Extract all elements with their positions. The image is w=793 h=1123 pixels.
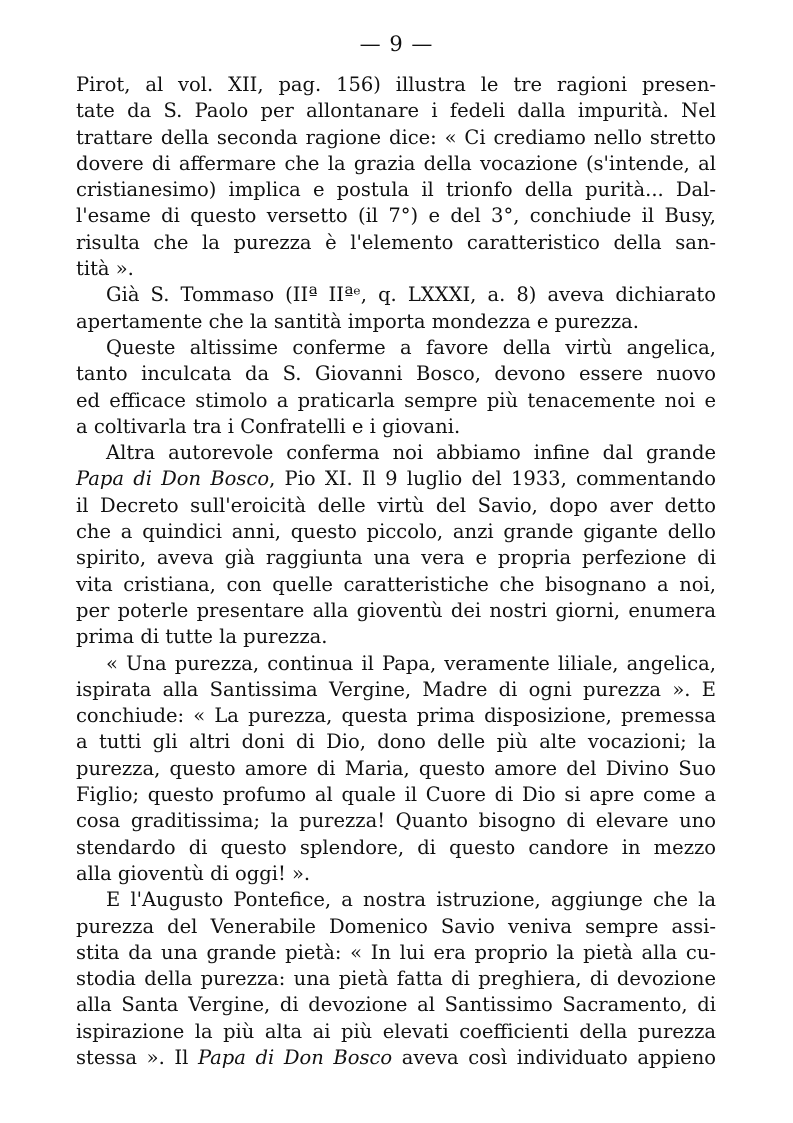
text-line: stodia della purezza: una pietà fatta di preghiera, di devozione [76,967,716,991]
text-line: a tutti gli altri doni di Dio, dono delle più alte vocazioni; la [76,730,716,754]
text-line: che a quindici anni, questo piccolo, anzi grande gigante dello [76,520,716,544]
text-segment: aveva così individuato appieno [392,1045,717,1069]
text-line: cristianesimo) implica e postula il trionfo della purità... Dal- [76,178,716,202]
text-line: alla Santa Vergine, di devozione al Santissimo Sacramento, di [76,993,716,1017]
text-line: il Decreto sull'eroicità delle virtù del Savio, dopo aver detto [76,493,716,517]
text-line: purezza, questo amore di Maria, questo amore del Divino Suo [76,756,716,780]
text-line: purezza del Venerabile Domenico Savio veniva sempre assi- [76,914,716,938]
text-line: a coltivarla tra i Confratelli e i giovani. [76,414,461,438]
text-line: tate da S. Paolo per allontanare i fedeli dalla impurità. Nel [76,99,716,123]
text-line: per poterle presentare alla gioventù dei nostri giorni, enumera [76,598,716,622]
text-segment: stessa ». Il [76,1045,198,1069]
text-line: tanto inculcata da S. Giovanni Bosco, devono essere nuovo [76,362,716,386]
text-line: spirito, aveva già raggiunta una vera e propria perfezione di [76,546,716,570]
text-line: ed efficace stimolo a praticarla sempre più tenacemente noi e [76,388,716,412]
text-segment: , Pio XI. Il 9 luglio del 1933, commentando [269,467,716,491]
italic-phrase: Papa di Don Bosco [197,1045,393,1069]
text-line: ispirazione la più alta ai più elevati coefficienti della purezza [76,1019,716,1043]
text-line [76,466,716,492]
body-text [76,72,716,1071]
text-line: cosa graditissima; la purezza! Quanto bisogno di elevare uno [76,809,716,833]
text-line: stendardo di questo splendore, di questo candore in mezzo [76,835,716,859]
text-line: l'esame di questo versetto (il 7°) e del 3°, conchiude il Busy, [76,204,716,228]
text-line: trattare della seconda ragione dice: « Ci crediamo nello stretto [76,125,716,149]
text-line: E l'Augusto Pontefice, a nostra istruzione, aggiunge che la [106,888,716,912]
text-line: prima di tutte la purezza. [76,625,328,649]
text-line: dovere di affermare che la grazia della vocazione (s'intende, al [76,151,716,175]
page-number: — 9 — [359,32,434,56]
text-line [76,1045,716,1071]
text-line: tità ». [76,257,134,281]
italic-phrase: Papa di Don Bosco [76,467,270,491]
text-line: apertamente che la santità importa mondezza e purezza. [76,309,639,333]
text-line: ispirata alla Santissima Vergine, Madre di ogni purezza ». E [76,677,716,701]
text-line: Queste altissime conferme a favore della virtù angelica, [106,335,716,359]
text-line: vita cristiana, con quelle caratteristiche che bisognano a noi, [76,572,716,596]
text-line: stita da una grande pietà: « In lui era proprio la pietà alla cu- [76,940,716,964]
text-line: Altra autorevole conferma noi abbiamo infine dal grande [106,441,716,465]
text-line: Figlio; questo profumo al quale il Cuore di Dio si apre come a [76,783,716,807]
text-line: Pirot, al vol. XII, pag. 156) illustra le tre ragioni presen- [76,73,716,96]
text-line: alla gioventù di oggi! ». [76,861,311,885]
text-line: Già S. Tommaso (IIª IIªᵉ, q. LXXXI, a. 8) aveva dichiarato [106,283,716,307]
text-line: risulta che la purezza è l'elemento caratteristico della san- [76,230,716,254]
text-line: conchiude: « La purezza, questa prima disposizione, premessa [76,704,716,728]
text-line: « Una purezza, continua il Papa, veramente liliale, angelica, [106,651,716,675]
